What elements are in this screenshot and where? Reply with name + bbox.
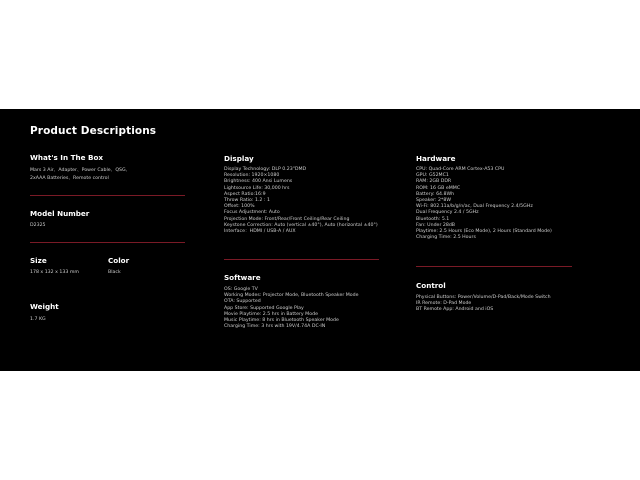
spec-line: Physical Buttons: Power/Volume/D-Pad/Back/Mode Switch [416, 295, 551, 300]
spec-line: Resolution: 1920×1080 [224, 173, 280, 179]
display-heading: Display [224, 154, 254, 163]
spec-line: Music Playtime: 8 hrs in Bluetooth Speaker Mode [224, 318, 339, 324]
spec-line: Keystone Correction: Auto (vertical ±40°), Auto (horizontal ±40°) [224, 222, 378, 228]
size-heading: Size [30, 256, 47, 265]
spec-line: CPU: Quad-Core ARM Cortex-A53 CPU [416, 167, 505, 172]
spec-line: Throw Ratio: 1.2 : 1 [224, 198, 270, 204]
control-heading: Control [416, 281, 446, 290]
spec-line: App Store: Supported Google Play [224, 305, 304, 311]
box-line-1: Mars 3 Air、Adapter、Power Cable、QSG、 [30, 168, 131, 173]
box-line-2: 2xAAA Batteries、Remote control [30, 176, 109, 181]
hardware-heading: Hardware [416, 154, 456, 163]
spec-line: ROM: 16 GB eMMC [416, 185, 461, 191]
spec-line: Bluetooth: 5.1 [416, 216, 450, 222]
spec-line: Lightsource Life: 30,000 hrs [224, 185, 290, 191]
model-value: D2325 [30, 223, 46, 228]
spec-line: BT Remote App: Android and iOS [416, 307, 494, 313]
divider [224, 259, 379, 260]
spec-line: Charging Time: 3 hrs with 19V/4.74A DC-IN [224, 324, 326, 330]
spec-line: IR Remote: D-Pad Mode [416, 301, 472, 307]
model-heading: Model Number [30, 209, 90, 218]
spec-line: Brightness: 400 Ansi Lumens [224, 179, 293, 185]
weight-heading: Weight [30, 302, 59, 311]
spec-line: Aspect Ratio:16:9 [224, 191, 266, 197]
spec-line: Battery: 64.8Wh [416, 191, 455, 197]
divider [30, 195, 185, 196]
hardware-specs [416, 167, 552, 241]
spec-line: Offset: 100% [224, 204, 255, 210]
spec-line: Dual Frequency 2.4 / 5GHz [416, 210, 479, 216]
spec-line: Working Modes: Projector Mode, Bluetooth Speaker Mode [224, 293, 359, 299]
product-descriptions-panel [0, 109, 640, 371]
color-heading: Color [108, 256, 130, 265]
size-value: 178 x 132 x 133 mm [30, 270, 79, 275]
color-value: Black [108, 270, 121, 275]
display-specs [224, 167, 378, 235]
spec-line: Fan: Under 28dB [416, 222, 456, 228]
spec-line: OS: Google TV [224, 287, 258, 292]
spec-line: Wi-Fi: 802.11a/b/g/n/ac, Dual Frequency 2.4/5GHz [416, 204, 533, 210]
box-heading: What's In The Box [30, 153, 104, 162]
software-specs [224, 287, 359, 330]
weight-value: 1.7 KG [30, 317, 46, 322]
spec-line: Speaker: 2*8W [416, 198, 451, 204]
divider [30, 242, 185, 243]
spec-line: Focus Adjustment: Auto [224, 210, 280, 216]
spec-line: Charging Time: 2.5 Hours [416, 235, 476, 241]
spec-line: GPU: G52MC1 [416, 173, 449, 179]
spec-line: RAM: 2GB DDR [416, 179, 452, 185]
spec-line: OTA: Supported [224, 299, 261, 305]
control-specs [416, 295, 551, 314]
spec-line: Display Technology: DLP 0.23"DMD [224, 167, 307, 172]
divider [416, 266, 572, 267]
spec-line: Playtime: 2.5 Hours (Eco Mode), 2 Hours (Standard Mode) [416, 229, 552, 235]
page-title: Product Descriptions [30, 125, 157, 137]
software-heading: Software [224, 273, 261, 282]
spec-line: Movie Playtime: 2.5 hrs in Battery Mode [224, 311, 318, 317]
spec-line: Projection Mode: Front/Rear/Front Ceiling/Rear Ceiling [224, 216, 350, 222]
spec-line: Interface：HDMI / USB-A / AUX [224, 229, 296, 235]
